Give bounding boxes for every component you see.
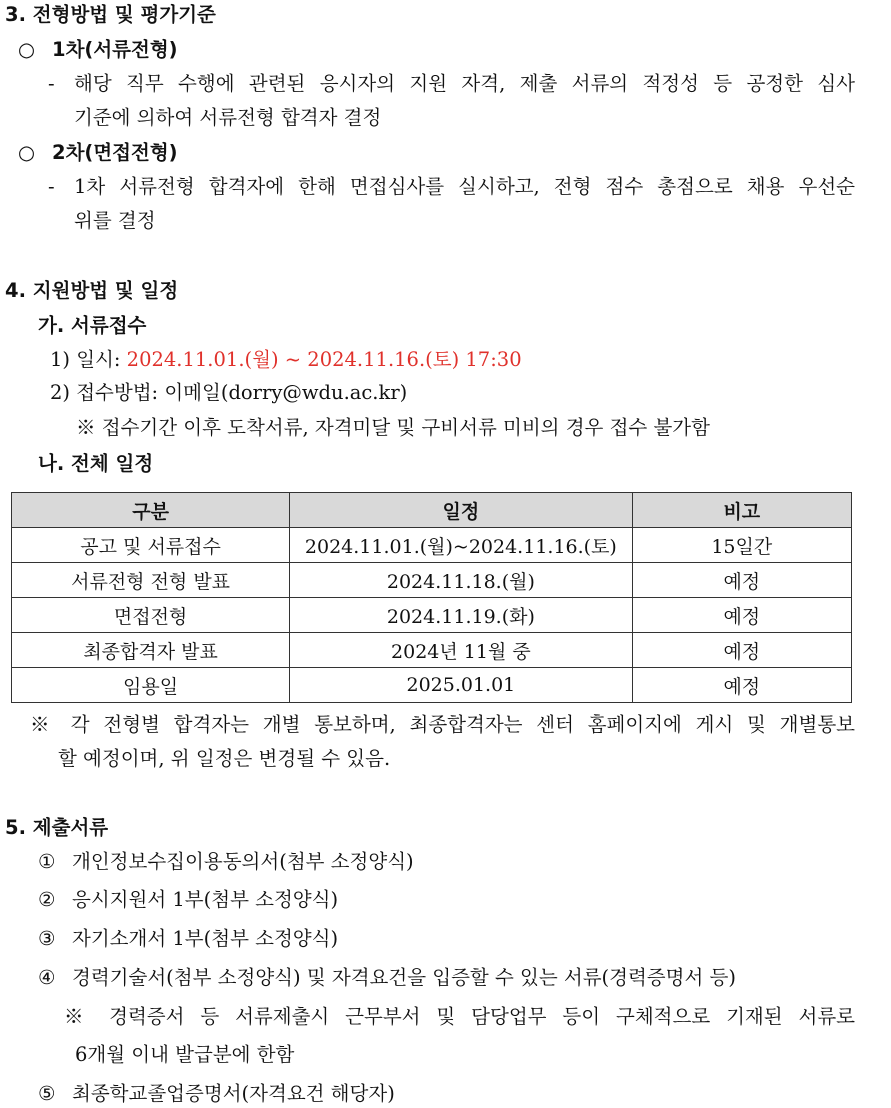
table-cell: 2024.11.01.(월)~2024.11.16.(토) [290,528,632,563]
criteria-item-1-desc-line2: 기준에 의하여 서류전형 합격자 결정 [74,106,382,129]
criteria-item-2-title: 2차(면접전형) [52,141,178,164]
document-item-text: 개인정보수집이용동의서(첨부 소정양식) [72,850,414,873]
table-row [12,528,852,563]
document-item-1 [38,849,414,875]
circled-number: ④ [38,966,56,989]
circled-number: ② [38,888,56,911]
column-header: 일정 [290,493,632,528]
document-item-text: 최종학교졸업증명서(자격요건 해당자) [72,1082,395,1105]
criteria-item-1-desc-line1: 해당 직무 수행에 관련된 응시자의 지원 자격, 제출 서류의 적정성 등 공정한 심사 [74,72,855,95]
circled-number: ⑤ [38,1082,56,1105]
dash-marker: - [48,72,55,95]
schedule-note-line2: 할 예정이며, 위 일정은 변경될 수 있음. [58,747,391,770]
section-4-heading: 4. 지원방법 및 일정 [5,279,179,302]
period-label: 1) 일시: [50,348,121,371]
table-cell: 2024.11.19.(화) [290,598,632,633]
table-row [12,563,852,598]
document-item-3 [38,926,338,952]
document-note-line2: 6개월 이내 발급분에 한함 [75,1043,295,1066]
circled-number: ① [38,850,56,873]
schedule-note-line1: ※ 각 전형별 합격자는 개별 통보하며, 최종합격자는 센터 홈페이지에 게시 및 개별통보 [30,713,855,736]
table-row [12,598,852,633]
table-cell: 15일간 [632,528,851,563]
dash-marker: - [48,175,55,198]
document-item-text: 자기소개서 1부(첨부 소정양식) [72,927,339,950]
circle-bullet: ○ [18,141,36,164]
table-cell: 예정 [632,633,851,668]
section-5-heading: 5. 제출서류 [5,816,109,839]
document-item-text: 응시지원서 1부(첨부 소정양식) [72,888,339,911]
subsection-na: 나. 전체 일정 [38,452,154,475]
application-method: 2) 접수방법: 이메일(dorry@wdu.ac.kr) [50,381,408,404]
table-cell: 2024.11.18.(월) [290,563,632,598]
criteria-item-2-desc-line2: 위를 결정 [74,209,156,232]
criteria-item-1 [18,37,178,63]
table-cell: 예정 [632,563,851,598]
circled-number: ③ [38,927,56,950]
criteria-item-1-title: 1차(서류전형) [52,38,178,61]
document-item-text: 경력기술서(첨부 소정양식) 및 자격요건을 입증할 수 있는 서류(경력증명서 등) [72,966,736,989]
document-item-5 [38,1081,395,1107]
document-item-2 [38,887,338,913]
column-header: 구분 [12,493,290,528]
table-header-row [12,493,852,528]
table-row [12,633,852,668]
table-cell: 공고 및 서류접수 [12,528,290,563]
table-cell: 2024년 11월 중 [290,633,632,668]
subsection-ga: 가. 서류접수 [38,314,147,337]
table-cell: 면접전형 [12,598,290,633]
document-item-4 [38,965,736,991]
application-period [50,347,522,373]
table-cell: 예정 [632,668,851,703]
criteria-item-2-desc-line1: 1차 서류전형 합격자에 한해 면접심사를 실시하고, 전형 점수 총점으로 채용 우선순 [74,175,855,198]
document-note-line1: ※ 경력증서 등 서류제출시 근무부서 및 담당업무 등이 구체적으로 기재된 서류로 [64,1005,855,1028]
table-cell: 최종합격자 발표 [12,633,290,668]
criteria-item-2 [18,140,178,166]
application-note: ※ 접수기간 이후 도착서류, 자격미달 및 구비서류 미비의 경우 접수 불가함 [76,416,710,439]
schedule-table [11,492,852,703]
circle-bullet: ○ [18,38,36,61]
table-cell: 예정 [632,598,851,633]
table-cell: 2025.01.01 [290,668,632,703]
column-header: 비고 [632,493,851,528]
table-cell: 임용일 [12,668,290,703]
section-3-heading: 3. 전형방법 및 평가기준 [5,3,216,26]
period-value: 2024.11.01.(월) ~ 2024.11.16.(토) 17:30 [126,348,522,371]
table-row [12,668,852,703]
table-cell: 서류전형 전형 발표 [12,563,290,598]
